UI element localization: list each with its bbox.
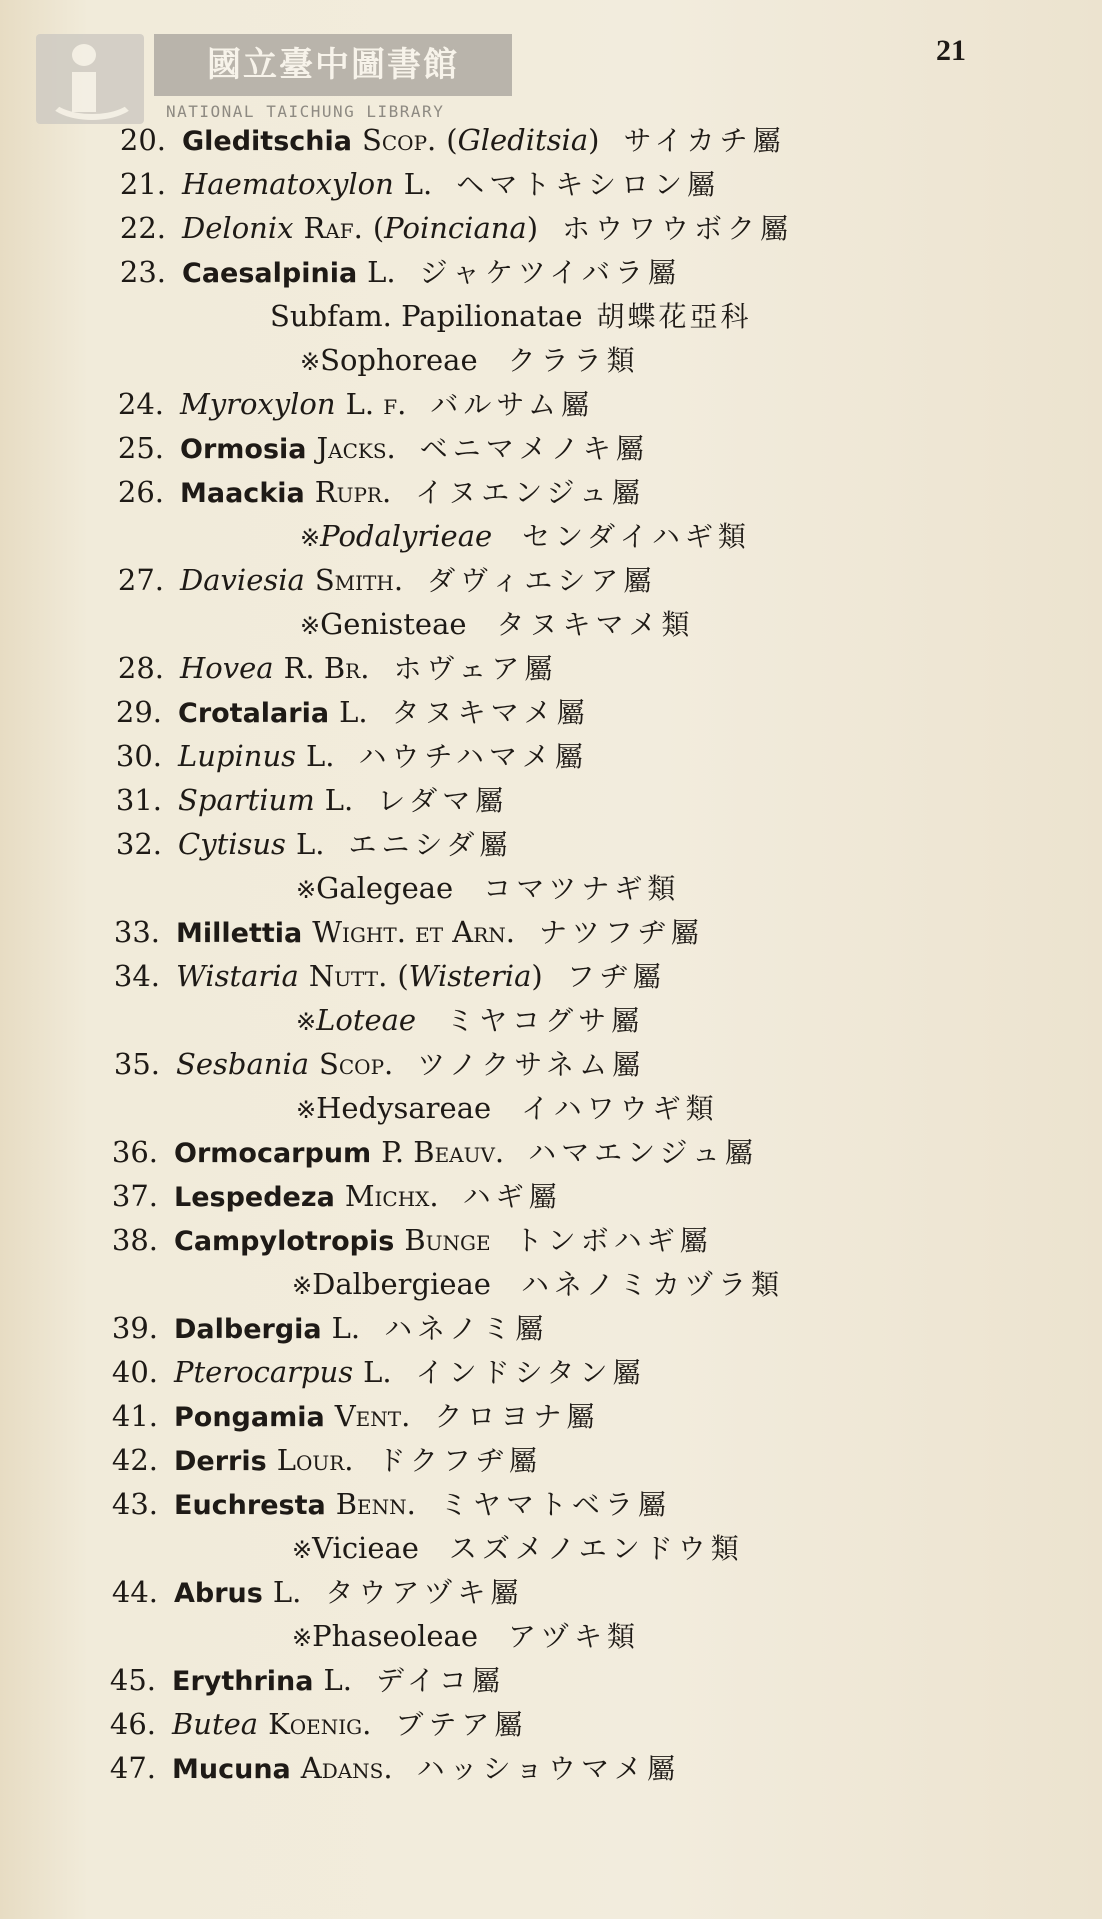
list-item <box>92 1702 527 1746</box>
genus-name: Caesalpinia <box>182 258 358 289</box>
list-item <box>102 250 681 294</box>
entry-number: 37. <box>111 1179 158 1213</box>
japanese-name: ドクフヂ屬 <box>377 1444 542 1477</box>
entry-number: 24. <box>117 387 164 421</box>
tribe-name: Loteae <box>316 1003 417 1037</box>
author: L. <box>324 783 354 817</box>
genus-name: Myroxylon <box>180 387 336 421</box>
entry-number: 26. <box>117 475 164 509</box>
entry-number: 42. <box>111 1443 158 1477</box>
author: L. f. <box>345 387 407 421</box>
list-item <box>100 558 656 602</box>
japanese-name: ベニマメノキ屬 <box>419 432 649 465</box>
tribe-heading: ※ Hedysareae イハワウギ類 <box>296 1086 719 1130</box>
genus-name: Ormosia <box>180 434 307 465</box>
tribe-heading: ※ Genisteae タヌキマメ類 <box>300 602 695 646</box>
entry-number: 43. <box>111 1487 158 1521</box>
genus-name: Lupinus <box>178 739 297 773</box>
entry-number: 39. <box>111 1311 158 1345</box>
author: Lour. <box>276 1443 354 1477</box>
list-item <box>96 954 666 998</box>
list-item <box>100 382 594 426</box>
list-item <box>98 734 588 778</box>
tribe-name: Sophoreae <box>320 343 478 377</box>
entry-number: 25. <box>117 431 164 465</box>
japanese-name: エニシダ屬 <box>348 828 513 861</box>
list-item <box>94 1438 542 1482</box>
entry-number: 22. <box>119 211 166 245</box>
japanese-name: ナツフヂ屬 <box>539 916 704 949</box>
tribe-heading: ※ Loteae ミヤコグサ屬 <box>296 998 644 1042</box>
list-item <box>96 1042 645 1086</box>
genus-name: Campylotropis <box>174 1226 395 1257</box>
japanese-name: アヅキ類 <box>507 1620 640 1653</box>
tribe-name: Dalbergieae <box>312 1267 491 1301</box>
japanese-name: タウアヅキ屬 <box>325 1576 524 1609</box>
author: Bunge <box>404 1223 491 1257</box>
genus-name: Millettia <box>176 918 303 949</box>
author: Wight. et Arn. <box>312 915 516 949</box>
tribe-heading: ※ Sophoreae クララ類 <box>300 338 640 382</box>
japanese-name: イヌエンジュ屬 <box>415 476 645 509</box>
tribe-heading: ※ Galegeae コマツナギ類 <box>296 866 680 910</box>
japanese-name: クロヨナ屬 <box>434 1400 600 1433</box>
author: Jacks. <box>316 431 396 465</box>
japanese-name: ミヤコグサ屬 <box>446 1004 645 1037</box>
author: L. <box>403 167 433 201</box>
japanese-name: デイコ屬 <box>375 1664 505 1697</box>
japanese-name: ミヤマトベラ屬 <box>439 1488 671 1521</box>
japanese-name: トンボハギ屬 <box>514 1224 713 1257</box>
library-watermark <box>36 34 476 126</box>
list-item <box>98 822 512 866</box>
entry-number: 20. <box>119 123 166 157</box>
author: Raf. <box>303 211 363 245</box>
author: Vent. <box>334 1399 411 1433</box>
entry-number: 34. <box>113 959 160 993</box>
genus-name: Derris <box>174 1446 267 1477</box>
japanese-name: センダイハギ類 <box>522 520 751 553</box>
author: L. <box>272 1575 302 1609</box>
japanese-name: スズメノエンドウ類 <box>448 1532 744 1565</box>
alt-name: (Wisteria) <box>397 959 543 993</box>
author: Adans. <box>300 1751 393 1785</box>
list-item <box>94 1306 548 1350</box>
japanese-name: インドシタン屬 <box>415 1356 646 1389</box>
japanese-name: タヌキマメ類 <box>496 608 695 641</box>
genus-name: Haematoxylon <box>182 167 394 201</box>
author: L. <box>331 1311 361 1345</box>
author: Benn. <box>335 1487 416 1521</box>
list-item <box>94 1174 562 1218</box>
entry-number: 28. <box>117 651 164 685</box>
author: Michx. <box>344 1179 439 1213</box>
entry-number: 32. <box>115 827 162 861</box>
genus-name: Lespedeza <box>174 1182 335 1213</box>
japanese-name: ヘマトキシロン屬 <box>456 168 721 201</box>
list-item <box>102 206 793 250</box>
author: L. <box>323 1663 352 1697</box>
genus-name: Wistaria <box>176 959 299 993</box>
tribe-name: Galegeae <box>316 871 454 905</box>
author: L. <box>295 827 325 861</box>
tribe-name: Phaseoleae <box>312 1619 478 1653</box>
author: P. Beauv. <box>381 1135 505 1169</box>
list-item <box>94 1130 758 1174</box>
genus-name: Abrus <box>174 1578 263 1609</box>
japanese-name: バルサム屬 <box>430 388 594 421</box>
tribe-name: Genisteae <box>320 607 467 641</box>
author: L. <box>367 255 396 289</box>
tribe-name: Podalyrieae <box>320 519 493 553</box>
genus-name: Crotalaria <box>178 698 330 729</box>
genus-name: Gleditschia <box>182 126 352 157</box>
japanese-name: ツノクサネム屬 <box>417 1048 646 1081</box>
list-item <box>100 426 649 470</box>
tribe-name: Vicieae <box>312 1531 419 1565</box>
library-logo-icon <box>36 34 144 124</box>
japanese-name: ブテア屬 <box>395 1708 528 1741</box>
watermark-title: 國立臺中圖書館 <box>154 34 512 96</box>
entry-number: 21. <box>119 167 166 201</box>
genus-name: Pongamia <box>174 1402 325 1433</box>
japanese-name: ハマエンジュ屬 <box>528 1136 758 1169</box>
author: Rupr. <box>314 475 392 509</box>
japanese-name: サイカチ屬 <box>623 124 786 157</box>
author: L. <box>306 739 335 773</box>
genus-name: Maackia <box>180 478 305 509</box>
entry-number: 47. <box>109 1751 156 1785</box>
alt-name: (Gleditsia) <box>446 123 600 157</box>
entry-number: 45. <box>109 1663 156 1697</box>
author: Scop. <box>319 1047 394 1081</box>
tribe-heading: ※ Vicieae スズメノエンドウ類 <box>292 1526 744 1570</box>
tribe-name: Hedysareae <box>316 1091 492 1125</box>
japanese-name: ホウワウボク屬 <box>562 212 794 245</box>
entry-number: 33. <box>113 915 160 949</box>
entry-number: 46. <box>109 1707 156 1741</box>
author: Smith. <box>314 563 404 597</box>
genus-name: Delonix <box>182 211 294 245</box>
genus-name: Euchresta <box>174 1490 326 1521</box>
author: L. <box>339 695 368 729</box>
japanese-name: ジャケツイバラ屬 <box>419 256 681 289</box>
subfamily-heading <box>270 294 752 338</box>
list-item <box>102 118 786 162</box>
genus-name: Daviesia <box>180 563 305 597</box>
author: R. Br. <box>283 651 370 685</box>
entry-number: 40. <box>111 1355 158 1389</box>
japanese-name: イハワウギ類 <box>521 1092 719 1125</box>
list-item <box>94 1350 646 1394</box>
list-item <box>100 470 645 514</box>
japanese-name: ホヴェア屬 <box>393 652 558 685</box>
genus-name: Erythrina <box>172 1666 314 1697</box>
list-item <box>98 778 508 822</box>
entry-number: 36. <box>111 1135 158 1169</box>
list-item <box>102 162 720 206</box>
author: Nutt. <box>308 959 388 993</box>
watermark-subtitle: NATIONAL TAICHUNG LIBRARY <box>166 102 445 121</box>
japanese-name: タヌキマメ屬 <box>391 696 590 729</box>
author: Koenig. <box>268 1707 372 1741</box>
entry-number: 38. <box>111 1223 158 1257</box>
japanese-name: ハネノミ屬 <box>384 1312 549 1345</box>
japanese-name: ハネノミカヅラ類 <box>520 1268 785 1301</box>
entry-number: 44. <box>111 1575 158 1609</box>
japanese-name: フヂ屬 <box>566 960 666 993</box>
author: L. <box>363 1355 392 1389</box>
entry-number: 23. <box>119 255 166 289</box>
entry-number: 31. <box>115 783 162 817</box>
genus-name: Mucuna <box>172 1754 291 1785</box>
genus-name: Pterocarpus <box>174 1355 354 1389</box>
list-item <box>98 690 590 734</box>
list-item <box>96 910 704 954</box>
entry-number: 30. <box>115 739 162 773</box>
tribe-heading: ※ Podalyrieae センダイハギ類 <box>300 514 751 558</box>
japanese-name: 胡蝶花亞科 <box>596 300 752 333</box>
japanese-name: ハギ屬 <box>462 1180 562 1213</box>
japanese-name: ハッショウマメ屬 <box>416 1752 681 1785</box>
genus-name: Butea <box>172 1707 259 1741</box>
japanese-name: クララ類 <box>507 344 640 377</box>
genus-name: Cytisus <box>178 827 286 861</box>
genus-name: Hovea <box>180 651 274 685</box>
list-item <box>94 1218 713 1262</box>
genus-name: Spartium <box>178 783 315 817</box>
japanese-name: ダヴィエシア屬 <box>427 564 657 597</box>
list-item <box>94 1570 523 1614</box>
japanese-name: コマツナギ類 <box>483 872 681 905</box>
genus-name: Ormocarpum <box>174 1138 372 1169</box>
list-item <box>94 1482 671 1526</box>
entry-number: 35. <box>113 1047 160 1081</box>
entry-number: 41. <box>111 1399 158 1433</box>
entry-number: 29. <box>115 695 162 729</box>
author: Scop. <box>362 123 437 157</box>
tribe-heading: ※ Phaseoleae アヅキ類 <box>292 1614 640 1658</box>
japanese-name: ハウチハマメ屬 <box>358 740 588 773</box>
page-number: 21 <box>936 34 966 67</box>
alt-name: (Poinciana) <box>372 211 539 245</box>
list-item <box>92 1746 680 1790</box>
tribe-heading: ※ Dalbergieae ハネノミカヅラ類 <box>292 1262 784 1306</box>
list-item <box>100 646 557 690</box>
genus-name: Sesbania <box>176 1047 310 1081</box>
list-item <box>92 1658 505 1702</box>
japanese-name: レダマ屬 <box>377 784 509 817</box>
list-item <box>94 1394 599 1438</box>
genus-name: Dalbergia <box>174 1314 322 1345</box>
entry-number: 27. <box>117 563 164 597</box>
subfamily-name: Subfam. Papilionatae <box>270 299 583 333</box>
